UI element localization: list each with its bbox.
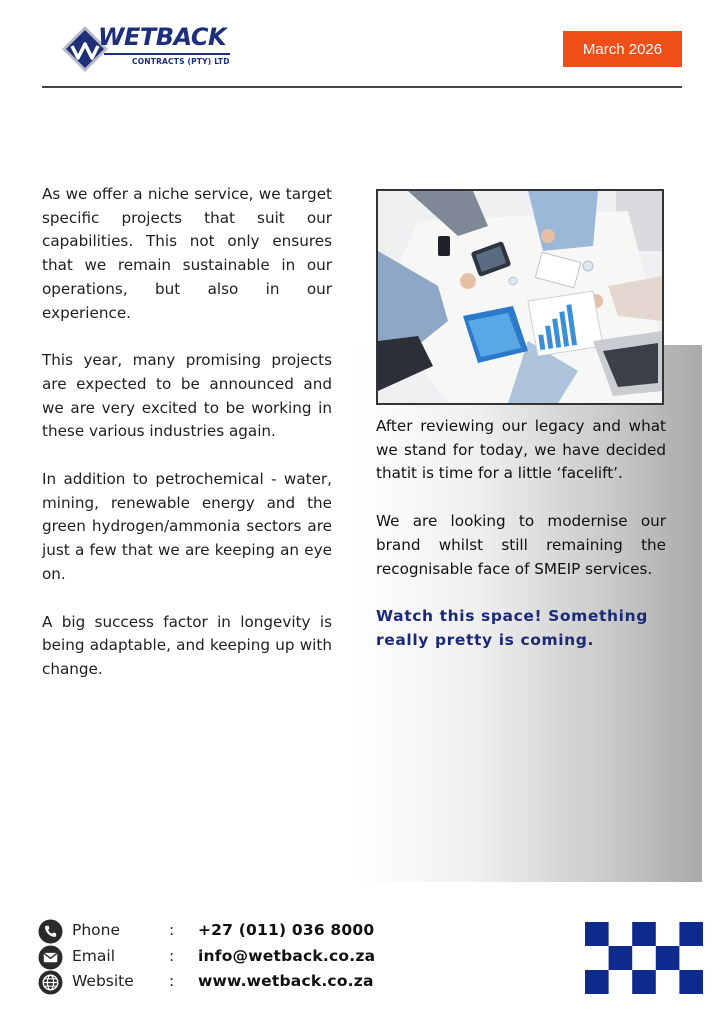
contact-row-website	[38, 970, 398, 996]
email-icon	[38, 945, 63, 970]
left-paragraph-4: A big success factor in longevity is being adaptable, and keeping up with change.	[42, 612, 332, 678]
checkerboard-pattern	[585, 922, 703, 994]
email-value[interactable]: info@wetback.co.za	[198, 946, 376, 965]
logo-name: WETBACK	[98, 23, 227, 51]
date-badge: March 2026	[563, 31, 682, 67]
website-label: Website	[72, 972, 134, 990]
contact-row-phone	[38, 919, 398, 945]
phone-value[interactable]: +27 (011) 036 8000	[198, 921, 375, 939]
header-divider	[42, 86, 682, 88]
website-value[interactable]: www.wetback.co.za	[198, 972, 374, 990]
contact-row-email	[38, 945, 398, 971]
right-paragraph-1: After reviewing our legacy and what we stand for today, we have decided thatit is time for a little ‘facelift’.	[376, 417, 666, 483]
left-paragraph-3: In addition to petrochemical - water, mining, renewable energy and the green hydrogen/ammonia sectors are just a few that we are keeping an eye on.	[42, 470, 332, 583]
email-label: Email	[72, 946, 116, 965]
logo-underline	[104, 53, 230, 55]
email-separator: :	[169, 946, 175, 965]
meeting-illustration	[378, 191, 662, 403]
phone-label: Phone	[72, 921, 121, 939]
left-paragraph-2: This year, many promising projects are expected to be announced and we are very excited to be working in these various industries again.	[42, 351, 332, 441]
website-separator: :	[169, 972, 175, 990]
phone-icon	[38, 919, 63, 944]
phone-separator: :	[169, 921, 175, 939]
left-column	[42, 183, 332, 706]
meeting-photo	[376, 189, 664, 405]
right-column	[376, 415, 666, 653]
left-paragraph-1: As we offer a niche service, we target specific projects that suit our capabilities. This not only ensures that we remain sustainable in our operations, but also in our experience.	[42, 185, 332, 322]
company-logo	[60, 24, 235, 80]
right-paragraph-2: We are looking to modernise our brand whilst still remaining the recognisable face of SMEIP services.	[376, 512, 666, 578]
highlight-message: Watch this space! Something really pretty is coming.	[376, 607, 648, 649]
globe-icon	[38, 970, 63, 995]
contact-details	[38, 919, 398, 996]
logo-subtitle: CONTRACTS (PTY) LTD	[132, 57, 230, 66]
